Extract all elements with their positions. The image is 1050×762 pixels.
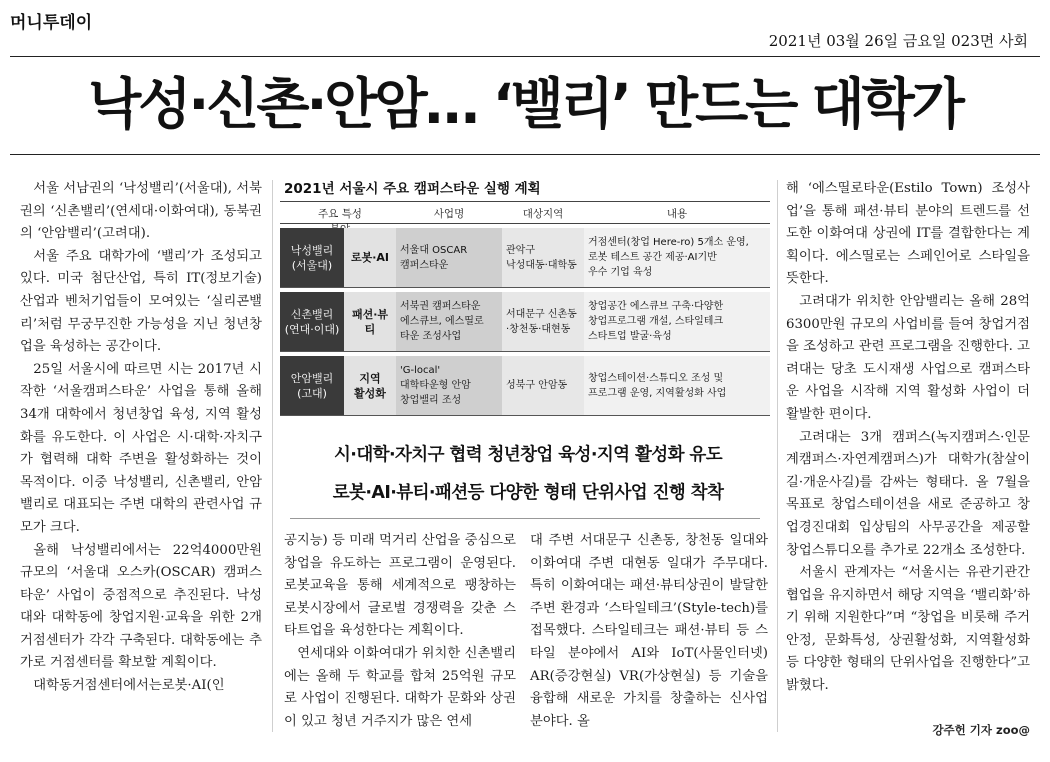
valley-project: 'G-local' 대학타운형 안암 창업밸리 조성 (396, 356, 502, 415)
table-row (280, 228, 770, 288)
valley-content: 창업스테이션·스튜디오 조성 및 프로그램 운영, 지역활성화 사업 (584, 356, 770, 415)
paragraph: 서울시 관계자는 “서울시는 유관기관간 협업을 유지하면서 해당 지역을 ‘밸리화’하기 위해 지원한다”며 “창업을 비롯해 주거안정, 문화특성, 상권활성화, 지역활성화 등 다양한 형태의 단위사업을 진행한다”고 밝혔다. (786, 565, 1030, 694)
valley-area: 성북구 안암동 (502, 356, 584, 415)
valley-content: 거점센터(창업 Here-ro) 5개소 운영, 로봇 테스트 공간 제공·AI기반 우수 기업 육성 (584, 228, 770, 287)
valley-content: 창업공간 에스큐브 구축·다양한 창업프로그램 개설, 스타일테크 스타트업 발굴·육성 (584, 292, 770, 351)
paragraph: 25일 서울시에 따르면 시는 2017년 시작한 ‘서울캠퍼스타운’ 사업을 통해 올해 34개 대학에서 청년창업 육성, 지역 활성화를 유도한다. 이 사업은 시·대학·자치구가 협력해 대학 주변을 활성화하는 것이 목적이다. 이중 낙성밸리, 신촌밸리, 안암밸리로 대표되는 주변 대학의 관련사업 규모가 크다. (20, 361, 262, 535)
valley-field: 로봇·AI (344, 228, 396, 287)
subheadline-rule (290, 518, 760, 519)
article-column-4 (786, 178, 1030, 698)
paragraph: 대 주변 서대문구 신촌동, 창천동 일대와 이화여대 주변 대현동 일대가 주무대다. 특히 이화여대는 패션·뷰티상권이 발달한 주변 환경과 ‘스타일테크’(Style-tech)를 접목했다. 스타일테크는 패션·뷰티 등 스타일 분야에서 AI와 IoT(사물인터넷) AR(증강현실) VR(가상현실) 등 기술을 융합해 새로운 가치를 창출하는 신사업 분야다. 올 (530, 533, 768, 729)
article-column-1 (20, 178, 262, 698)
paragraph: 대학동거점센터에서는로봇·AI(인 (33, 678, 225, 694)
valley-project: 서북권 캠퍼스타운 에스큐브, 에스띨로 타운 조성사업 (396, 292, 502, 351)
paragraph: 서울 주요 대학가에 ‘밸리’가 조성되고 있다. 미국 첨단산업, 특히 IT(정보기술)산업과 벤처기업들이 모여있는 ‘실리콘밸리’처럼 무궁무진한 가능성을 지닌 청년창업을 육성하는 공간이다. (20, 248, 262, 355)
article-column-3 (530, 530, 768, 733)
paragraph: 서울 서남권의 ‘낙성밸리’(서울대), 서북권의 ‘신촌밸리’(연세대·이화여대), 동북권의 ‘안암밸리’(고려대). (20, 181, 262, 242)
paragraph: 해 ‘에스띨로타운(Estilo Town) 조성사업’을 통해 패션·뷰티 분야의 트렌드를 선도한 이화여대 상권에 IT를 결합한다는 계획이다. 에스띨로는 스페인어로 스타일을 뜻한다. (786, 181, 1030, 287)
campus-town-plan-table (280, 176, 770, 416)
table-row (280, 356, 770, 416)
valley-name: 낙성밸리 (서울대) (280, 228, 344, 287)
valley-project: 서울대 OSCAR 캠퍼스타운 (396, 228, 502, 287)
article-column-2 (284, 530, 516, 733)
table-header (280, 202, 770, 224)
valley-area: 관악구 낙성대동·대학동 (502, 228, 584, 287)
paragraph: 올해 낙성밸리에서는 22억4000만원 규모의 ‘서울대 오스카(OSCAR) 캠퍼스타운’ 사업이 중점적으로 추진된다. 낙성대와 대학동에 창업지원·교육을 위한 2개 거점센터가 각각 구축된다. 대학동에는 추가로 거점센터를 확보할 계획이다. (20, 542, 262, 671)
headline-rule (10, 154, 1040, 155)
header-field: 주요 특성 (318, 208, 362, 220)
paragraph: 연세대와 이화여대가 위치한 신촌밸리에는 올해 두 학교를 합쳐 25억원 규모로 사업이 진행된다. 대학가 문화와 상권이 있고 청년 거주지가 많은 연세 (284, 645, 516, 729)
byline: 강주헌 기자 zoo@ (932, 723, 1030, 737)
column-divider (272, 180, 273, 732)
headline: 낙성·신촌·안암… ‘밸리’ 만드는 대학가 (88, 72, 962, 136)
table-title: 2021년 서울시 주요 캠퍼스타운 실행 계획 (280, 176, 770, 202)
subheadline-line: 로봇·AI·뷰티·패션등 다양한 형태 단위사업 진행 착착 (332, 483, 724, 503)
paragraph: 고려대가 위치한 안암밸리는 올해 28억6300만원 규모의 사업비를 들여 창업거점을 조성하고 관련 프로그램을 진행한다. 고려대는 당초 도시재생 사업으로 캠퍼스타운 사업을 시작해 지역 활성화 사업이 더 활발한 편이다. (786, 293, 1030, 422)
paragraph: 공지능) 등 미래 먹거리 산업을 중심으로 창업을 유도하는 프로그램이 운영된다. 로봇교육을 통해 세계적으로 팽창하는 로봇시장에서 글로벌 경쟁력을 갖춘 스타트업을 육성한다는 계획이다. (284, 533, 516, 639)
valley-field: 패션·뷰티 (344, 292, 396, 351)
valley-name: 신촌밸리 (연대·이대) (280, 292, 344, 351)
paragraph: 고려대는 3개 캠퍼스(녹지캠퍼스·인문계캠퍼스·자연계캠퍼스)가 대학가(참살이길·개운사길)를 감싸는 형태다. 올 7월을 목표로 창업스테이션을 새로 준공하고 창업경진대회 입상팀의 사무공간을 제공할 창업스튜디오를 추가로 22개소 조성한다. (786, 429, 1030, 558)
header-project: 사업명 (433, 208, 465, 220)
subheadline (278, 436, 778, 512)
subheadline-line: 시·대학·자치구 협력 청년창업 육성·지역 활성화 유도 (333, 445, 722, 465)
valley-area: 서대문구 신촌동 ·창천동·대현동 (502, 292, 584, 351)
header-area: 대상지역 (522, 208, 564, 220)
newspaper-masthead: 머니투데이 (10, 13, 93, 33)
top-rule (10, 56, 1040, 57)
valley-field: 지역 활성화 (344, 356, 396, 415)
header-content: 내용 (666, 208, 688, 220)
valley-name: 안암밸리 (고대) (280, 356, 344, 415)
table-row (280, 292, 770, 352)
dateline: 2021년 03월 26일 금요일 023면 사회 (768, 32, 1028, 50)
